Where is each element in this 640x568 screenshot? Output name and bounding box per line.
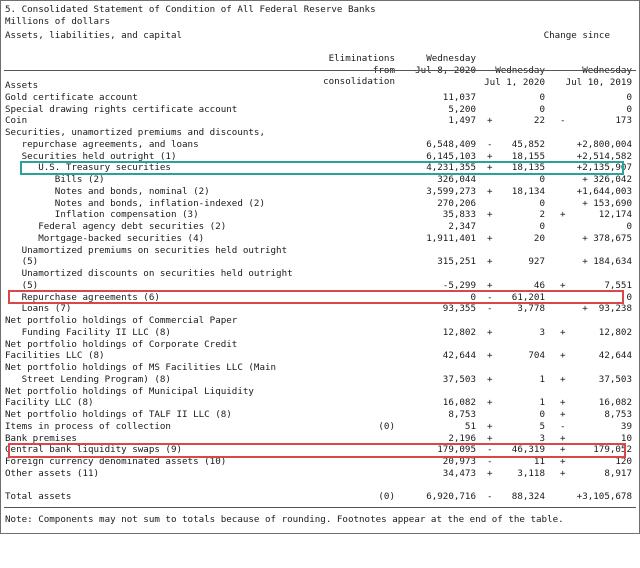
row-change-year: +2,135,907 xyxy=(576,162,632,174)
row-sign-year: + xyxy=(560,456,566,467)
row-sign-year: + xyxy=(560,397,566,409)
row-sign-week: + xyxy=(487,185,493,197)
row-change-week: 20 xyxy=(533,232,545,244)
table-row xyxy=(0,350,640,362)
row-sign-year: + xyxy=(560,409,566,420)
row-change-year: + 326,042 xyxy=(582,174,632,185)
row-label: Net portfolio holdings of Municipal Liquidity xyxy=(5,385,254,397)
row-sign-week: - xyxy=(487,303,493,315)
row-sign-week: + xyxy=(487,115,493,127)
row-value: 5,200 xyxy=(448,103,476,115)
highlight-swaps xyxy=(8,443,626,458)
row-change-week: 1 xyxy=(539,373,545,385)
row-sign-year: - xyxy=(560,420,566,432)
row-change-year: 12,802 xyxy=(598,326,632,338)
footer-rule xyxy=(4,507,636,508)
row-change-year: +2,514,582 xyxy=(576,150,632,162)
row-value: 270,206 xyxy=(437,197,476,209)
row-label: Funding Facility II LLC (8) xyxy=(5,326,171,338)
row-change-week: 11 xyxy=(533,456,545,467)
row-sign-week: + xyxy=(487,467,493,479)
row-change-year: 179,052 xyxy=(593,444,632,456)
row-change-year: 120 xyxy=(615,456,632,467)
row-change-year: 39 xyxy=(620,420,632,432)
row-change-year: 16,082 xyxy=(598,397,632,409)
row-sign-week: - xyxy=(487,444,493,456)
highlight-repurchase xyxy=(8,290,624,304)
row-label: Facility LLC (8) xyxy=(5,397,94,409)
row-label: Central bank liquidity swaps (9) xyxy=(5,444,183,456)
table-row xyxy=(0,80,640,92)
total-row xyxy=(0,491,640,503)
row-value: 0 xyxy=(470,291,476,303)
table-row xyxy=(0,233,640,245)
table-row xyxy=(0,139,640,151)
row-sign-week: + xyxy=(487,420,493,432)
row-label: Bills (2) xyxy=(5,174,105,185)
row-value: 6,920,716 xyxy=(426,491,476,502)
row-sign-week: - xyxy=(487,291,493,303)
row-sign-week: - xyxy=(487,491,493,502)
table-row xyxy=(0,256,640,268)
row-change-year: 0 xyxy=(626,221,632,232)
row-change-week: 1 xyxy=(539,397,545,409)
row-label: Loans (7) xyxy=(5,303,72,315)
row-change-year: +2,800,004 xyxy=(576,138,632,150)
year-column-header: Wednesday Jul 10, 2019 xyxy=(565,65,632,88)
row-label: (5) xyxy=(5,279,39,291)
table-row xyxy=(0,397,640,409)
row-sign-year: + xyxy=(560,444,566,456)
table-row xyxy=(0,104,640,116)
row-label: Repurchase agreements (6) xyxy=(5,291,160,303)
row-label: Federal agency debt securities (2) xyxy=(5,221,227,232)
row-change-year: 8,753 xyxy=(604,409,632,420)
row-sign-week: + xyxy=(487,162,493,174)
row-sign-week: + xyxy=(487,279,493,291)
row-sign-week: + xyxy=(487,326,493,338)
row-change-year: 0 xyxy=(626,91,632,103)
row-change-week: 0 xyxy=(539,221,545,232)
row-value: 3,599,273 xyxy=(426,185,476,197)
row-label: (5) xyxy=(5,256,39,268)
row-sign-year: + xyxy=(560,467,566,479)
row-label: Gold certificate account xyxy=(5,91,138,103)
row-sign-year: + xyxy=(560,326,566,338)
row-change-week: 88,324 xyxy=(511,491,545,502)
table-row xyxy=(0,268,640,280)
row-sign-week: + xyxy=(487,373,493,385)
row-value: 2,347 xyxy=(448,221,476,232)
change-since-header: Change since xyxy=(543,30,610,41)
row-change-week: 5 xyxy=(539,420,545,432)
row-value: 1,911,401 xyxy=(426,232,476,244)
row-change-week: 0 xyxy=(539,91,545,103)
left-heading: Assets, liabilities, and capital xyxy=(5,30,183,41)
row-change-year: + 184,634 xyxy=(582,256,632,268)
table-row xyxy=(0,209,640,221)
highlight-treasury xyxy=(20,161,624,175)
row-label: Net portfolio holdings of MS Facilities LLC (Main xyxy=(5,362,277,373)
row-change-week: 18,134 xyxy=(511,185,545,197)
row-change-year: +1,644,003 xyxy=(576,185,632,197)
row-label: Foreign currency denominated assets (10) xyxy=(5,456,227,467)
row-change-week: 927 xyxy=(528,256,545,268)
row-sign-week: + xyxy=(487,209,493,221)
row-change-year: +3,105,678 xyxy=(576,491,632,502)
row-value: 4,231,355 xyxy=(426,162,476,174)
table-row xyxy=(0,174,640,186)
row-sign-week: - xyxy=(487,138,493,150)
row-sign-week: + xyxy=(487,397,493,409)
header-rule xyxy=(4,70,636,71)
table-row xyxy=(0,127,640,139)
row-elim: (0) xyxy=(378,420,395,432)
row-value: 179,095 xyxy=(437,444,476,456)
row-change-year: 8,917 xyxy=(604,467,632,479)
table-row xyxy=(0,409,640,421)
row-value: -5,299 xyxy=(442,279,476,291)
row-label: Mortgage-backed securities (4) xyxy=(5,232,205,244)
row-change-week: 0 xyxy=(539,197,545,209)
row-sign-week: - xyxy=(487,456,493,467)
row-label: Net portfolio holdings of Commercial Paper xyxy=(5,315,238,326)
table-row xyxy=(0,186,640,198)
row-label: Securities, unamortized premiums and discounts, xyxy=(5,127,265,138)
row-value: 8,753 xyxy=(448,409,476,420)
row-value: 326,044 xyxy=(437,174,476,185)
current-column-header: Wednesday Jul 8, 2020 xyxy=(415,53,476,76)
row-value: 2,196 xyxy=(448,432,476,444)
row-change-year: + 93,238 xyxy=(582,303,632,315)
row-value: 20,973 xyxy=(442,456,476,467)
row-value: 12,802 xyxy=(442,326,476,338)
row-sign-week: + xyxy=(487,432,493,444)
row-sign-year: + xyxy=(560,373,566,385)
table-row xyxy=(0,386,640,398)
row-elim: (0) xyxy=(378,491,395,502)
table-row xyxy=(0,221,640,233)
table-row xyxy=(0,115,640,127)
table-row xyxy=(0,374,640,386)
row-change-week: 3,118 xyxy=(517,467,545,479)
row-value: 51 xyxy=(464,420,476,432)
row-change-week: 0 xyxy=(539,409,545,420)
row-label: Items in process of collection xyxy=(5,420,171,432)
row-value: 1,497 xyxy=(448,115,476,127)
row-label: Unamortized premiums on securities held outright xyxy=(5,244,288,256)
row-value: 42,644 xyxy=(442,350,476,362)
row-change-year: 7,551 xyxy=(604,279,632,291)
row-label: repurchase agreements, and loans xyxy=(5,138,199,150)
row-sign-year: + xyxy=(560,350,566,362)
row-change-week: 18,135 xyxy=(511,162,545,174)
row-value: 34,473 xyxy=(442,467,476,479)
row-change-year: 12,174 xyxy=(598,209,632,221)
row-label: Notes and bonds, nominal (2) xyxy=(5,185,210,197)
week-column-header: Wednesday Jul 1, 2020 xyxy=(484,65,545,88)
table-title: 5. Consolidated Statement of Condition of All Federal Reserve Banks xyxy=(5,4,376,15)
row-change-week: 704 xyxy=(528,350,545,362)
row-change-week: 46 xyxy=(533,279,545,291)
row-label: Street Lending Program) (8) xyxy=(5,373,171,385)
row-change-year: 173 xyxy=(615,115,632,127)
table-row xyxy=(0,421,640,433)
row-sign-year: + xyxy=(560,209,566,221)
row-sign-year: + xyxy=(560,432,566,444)
row-sign-week: + xyxy=(487,150,493,162)
row-label: Notes and bonds, inflation-indexed (2) xyxy=(5,197,265,209)
row-label: Net portfolio holdings of Corporate Credit xyxy=(5,338,238,350)
row-change-year: + 378,675 xyxy=(582,232,632,244)
row-change-week: 0 xyxy=(539,103,545,115)
table-row xyxy=(0,92,640,104)
row-change-week: 3 xyxy=(539,432,545,444)
table-row xyxy=(0,468,640,480)
row-sign-week: + xyxy=(487,256,493,268)
row-label: Coin xyxy=(5,115,28,127)
row-sign-week: + xyxy=(487,232,493,244)
row-change-week: 46,319 xyxy=(511,444,545,456)
row-label: Special drawing rights certificate account xyxy=(5,103,238,115)
row-label: Assets xyxy=(5,80,39,91)
row-value: 6,548,409 xyxy=(426,138,476,150)
footnote: Note: Components may not sum to totals because of rounding. Footnotes appear at the end of the table. xyxy=(5,514,564,525)
row-change-year: 0 xyxy=(626,103,632,115)
row-change-week: 0 xyxy=(539,174,545,185)
table-row xyxy=(0,339,640,351)
row-label: Unamortized discounts on securities held outright xyxy=(5,268,293,279)
row-label: Facilities LLC (8) xyxy=(5,350,105,362)
row-value: 315,251 xyxy=(437,256,476,268)
row-value: 37,503 xyxy=(442,373,476,385)
row-change-week: 22 xyxy=(533,115,545,127)
elim-column-header: Eliminations from consolidation xyxy=(323,53,395,88)
row-value: 16,082 xyxy=(442,397,476,409)
row-label: Inflation compensation (3) xyxy=(5,209,199,221)
row-change-week: 45,852 xyxy=(511,138,545,150)
row-label: U.S. Treasury securities xyxy=(5,162,171,174)
row-change-week: 3 xyxy=(539,326,545,338)
row-sign-week: + xyxy=(487,350,493,362)
table-row xyxy=(0,327,640,339)
row-sign-year: - xyxy=(560,115,566,127)
row-change-week: 3,778 xyxy=(517,303,545,315)
row-label: Total assets xyxy=(5,491,72,502)
row-label: Other assets (11) xyxy=(5,467,100,479)
row-sign-year: + xyxy=(560,279,566,291)
row-change-week: 18,155 xyxy=(511,150,545,162)
table-row xyxy=(0,362,640,374)
row-change-week: 61,201 xyxy=(511,291,545,303)
row-value: 93,355 xyxy=(442,303,476,315)
row-change-year: 10 xyxy=(620,432,632,444)
row-change-year: + 153,690 xyxy=(582,197,632,209)
table-row xyxy=(0,303,640,315)
row-change-week: 2 xyxy=(539,209,545,221)
row-value: 11,037 xyxy=(442,91,476,103)
row-label: Bank premises xyxy=(5,432,77,444)
row-change-year: 42,644 xyxy=(598,350,632,362)
row-change-year: 0 xyxy=(626,291,632,303)
table-row xyxy=(0,245,640,257)
row-value: 35,833 xyxy=(442,209,476,221)
row-change-year: 37,503 xyxy=(598,373,632,385)
row-value: 6,145,103 xyxy=(426,150,476,162)
table-row xyxy=(0,198,640,210)
row-label: Net portfolio holdings of TALF II LLC (8) xyxy=(5,409,232,420)
units-label: Millions of dollars xyxy=(5,16,111,27)
table-row xyxy=(0,315,640,327)
row-label: Securities held outright (1) xyxy=(5,150,177,162)
